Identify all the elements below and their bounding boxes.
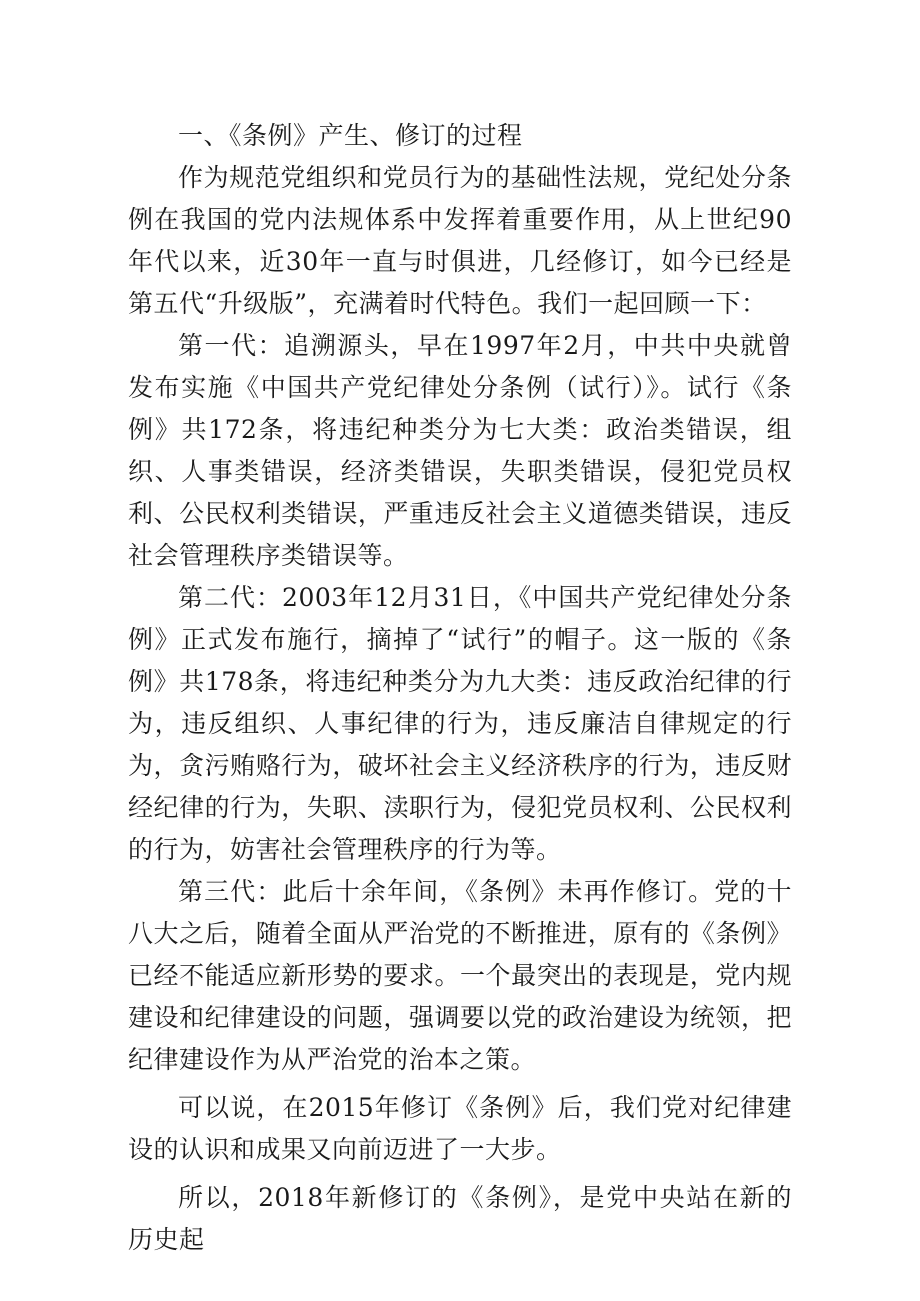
paragraph-2015-revision: 可以说，在2015年修订《条例》后，我们党对纪律建设的认识和成果又向前迈进了一大步。	[128, 1093, 792, 1164]
paragraph-2018-revision: 所以，2018年新修订的《条例》，是党中央站在新的历史起	[128, 1183, 792, 1254]
paragraph-third-generation: 第三代：此后十余年间，《条例》未再作修订。党的十八大之后，随着全面从严治党的不断推进，原有的《条例》已经不能适应新形势的要求。一个最突出的表现是，党内规建设和纪律建设的问题，强调要以党的政治建设为统领，把纪律建设作为从严治党的治本之策。	[128, 877, 792, 1074]
section-heading: 一、《条例》产生、修订的过程	[178, 121, 523, 150]
paragraph-intro: 作为规范党组织和党员行为的基础性法规，党纪处分条例在我国的党内法规体系中发挥着重要作用，从上世纪90年代以来，近30年一直与时俱进，几经修订，如今已经是第五代“升级版”，充满着时代特色。我们一起回顾一下：	[128, 163, 792, 318]
paragraph-second-generation: 第二代：2003年12月31日，《中国共产党纪律处分条例》正式发布施行，摘掉了“试行”的帽子。这一版的《条例》共178条，将违纪种类分为九大类：违反政治纪律的行为，违反组织、人事纪律的行为，违反廉洁自律规定的行为，贪污贿赂行为，破坏社会主义经济秩序的行为，违反财经纪律的行为，失职、渎职行为，侵犯党员权利、公民权利的行为，妨害社会管理秩序的行为等。	[128, 583, 792, 864]
document-body	[128, 115, 792, 1261]
paragraph-first-generation: 第一代：追溯源头，早在1997年2月，中共中央就曾发布实施《中国共产党纪律处分条例（试行）》。试行《条例》共172条，将违纪种类分为七大类：政治类错误，组织、人事类错误，经济类错误，失职类错误，侵犯党员权利、公民权利类错误，严重违反社会主义道德类错误，违反社会管理秩序类错误等。	[128, 331, 792, 570]
